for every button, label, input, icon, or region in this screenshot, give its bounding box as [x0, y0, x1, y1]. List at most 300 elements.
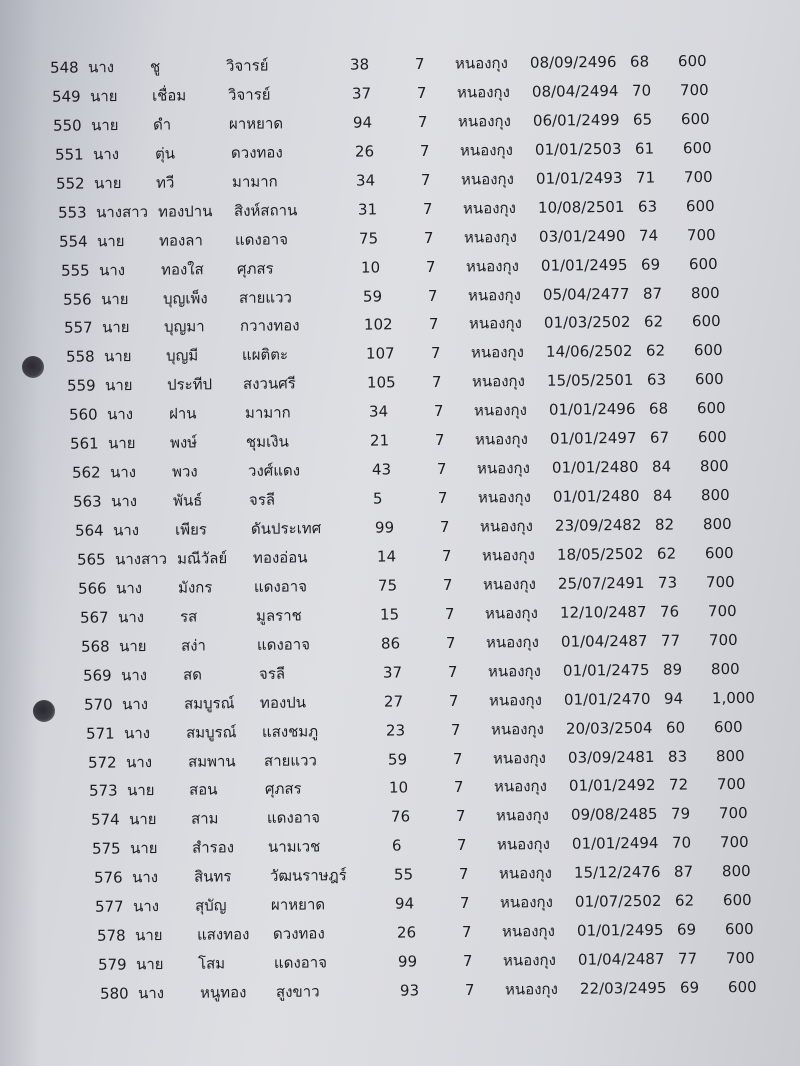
record-village: หนองกุง [477, 487, 531, 507]
record-last-name: วัฒนราษฎร์ [269, 866, 347, 885]
record-village: หนองกุง [502, 950, 556, 970]
record-number: 572 [87, 753, 117, 772]
record-title: นาง [120, 666, 148, 685]
record-number: 554 [58, 232, 88, 251]
record-amount: 600 [691, 311, 721, 331]
record-first-name: เชื่อม [151, 86, 187, 105]
record-moo: 7 [427, 286, 438, 305]
record-title: นาย [90, 116, 119, 135]
record-amount: 700 [708, 630, 738, 650]
record-amount: 700 [683, 167, 713, 187]
record-moo: 7 [464, 980, 475, 999]
record-house-number: 59 [362, 287, 383, 306]
record-title: นาง [121, 695, 149, 714]
record-moo: 7 [436, 459, 447, 478]
record-last-name: แดงอาจ [234, 230, 289, 249]
record-amount: 700 [718, 803, 748, 823]
record-number: 560 [68, 405, 98, 424]
record-age: 68 [648, 399, 669, 418]
record-last-name: มูลราช [255, 606, 302, 625]
record-last-name: ศุภสร [264, 779, 302, 798]
record-title: นางสาว [95, 202, 149, 222]
table-row [50, 48, 770, 80]
record-village: หนองกุง [456, 82, 510, 102]
record-house-number: 38 [349, 55, 370, 74]
record-house-number: 5 [372, 489, 383, 508]
record-birth-date: 23/09/2482 [554, 515, 642, 535]
record-moo: 7 [458, 864, 469, 883]
record-first-name: บุญมา [163, 317, 205, 336]
record-age: 79 [670, 804, 691, 823]
record-age: 72 [668, 775, 689, 794]
record-amount: 600 [693, 340, 723, 360]
record-house-number: 75 [358, 229, 379, 248]
record-number: 571 [85, 724, 115, 743]
table-row [92, 829, 800, 861]
record-title: นาย [100, 290, 129, 309]
record-first-name: พวง [171, 462, 198, 481]
record-moo: 7 [425, 257, 436, 276]
record-age: 74 [638, 226, 659, 245]
record-age: 63 [646, 370, 667, 389]
record-last-name: แสงชมภู [261, 722, 319, 741]
record-title: นาย [101, 318, 130, 337]
record-number: 559 [66, 376, 96, 395]
record-birth-date: 25/07/2491 [557, 573, 645, 593]
record-village: หนองกุง [459, 140, 513, 160]
record-number: 570 [83, 695, 113, 714]
punch-hole-icon [33, 700, 55, 722]
record-house-number: 14 [376, 547, 397, 566]
record-first-name: ทองลา [158, 231, 203, 250]
record-title: นาย [128, 810, 157, 829]
record-number: 568 [80, 637, 110, 656]
record-last-name: ทองอ่อน [252, 548, 308, 567]
record-number: 562 [71, 463, 101, 482]
record-moo: 7 [417, 112, 428, 131]
record-number: 564 [74, 521, 104, 540]
record-birth-date: 05/04/2477 [542, 284, 630, 304]
record-moo: 7 [428, 314, 439, 333]
record-age: 67 [649, 428, 670, 447]
record-moo: 7 [437, 488, 448, 507]
record-age: 65 [632, 110, 653, 129]
record-moo: 7 [431, 372, 442, 391]
record-first-name: รส [179, 607, 198, 626]
record-first-name: สุบัญ [194, 896, 227, 915]
record-age: 63 [637, 197, 658, 216]
record-amount: 600 [713, 717, 743, 737]
record-house-number: 34 [368, 402, 389, 421]
record-number: 553 [57, 203, 87, 222]
record-age: 83 [667, 747, 688, 766]
record-age: 62 [674, 891, 695, 910]
table-row [61, 251, 781, 283]
record-first-name: สำรอง [191, 838, 235, 857]
record-house-number: 55 [393, 865, 414, 884]
record-village: หนองกุง [462, 198, 516, 218]
record-birth-date: 03/01/2490 [538, 226, 626, 246]
record-age: 84 [652, 486, 673, 505]
record-birth-date: 01/01/2495 [576, 920, 664, 940]
record-house-number: 86 [380, 634, 401, 653]
record-village: หนองกุง [492, 748, 546, 768]
record-first-name: บุญเพ็ง [162, 289, 208, 308]
record-first-name: สาม [190, 809, 219, 828]
record-village: หนองกุง [498, 863, 552, 883]
record-title: นาง [106, 405, 134, 424]
record-moo: 7 [434, 430, 445, 449]
record-last-name: ศุภสร [236, 259, 274, 278]
table-row [55, 135, 775, 167]
record-last-name: สูงขาว [275, 982, 320, 1001]
record-last-name: ดันประเทศ [250, 519, 322, 538]
table-row [89, 771, 800, 803]
record-age: 94 [663, 689, 684, 708]
record-village: หนองกุง [496, 834, 550, 854]
record-moo: 7 [462, 951, 473, 970]
record-village: หนองกุง [504, 979, 558, 999]
record-first-name: ตุ่น [154, 144, 176, 163]
record-moo: 7 [430, 343, 441, 362]
record-house-number: 37 [382, 663, 403, 682]
table-row [81, 627, 800, 659]
record-village: หนองกุง [463, 227, 517, 247]
record-house-number: 105 [366, 373, 396, 392]
record-birth-date: 01/07/2502 [574, 891, 662, 911]
record-last-name: ชุมเงิน [245, 432, 289, 451]
record-amount: 700 [707, 601, 737, 621]
record-birth-date: 01/01/2494 [571, 833, 659, 853]
record-title: นาง [125, 753, 153, 772]
record-house-number: 10 [360, 258, 381, 277]
record-title: นาย [126, 781, 155, 800]
record-last-name: แดงอาจ [256, 635, 311, 654]
record-birth-date: 14/06/2502 [545, 341, 633, 361]
record-title: นาง [87, 58, 115, 77]
record-last-name: ดวงทอง [272, 924, 325, 943]
record-village: หนองกุง [465, 256, 519, 276]
record-moo: 7 [423, 228, 434, 247]
page-crease-shadow [0, 0, 40, 1066]
record-last-name: นามเวช [267, 837, 321, 856]
record-birth-date: 01/01/2493 [535, 168, 623, 188]
record-title: นาง [92, 145, 120, 164]
record-amount: 700 [716, 774, 746, 794]
record-age: 77 [677, 949, 698, 968]
table-row [58, 193, 778, 225]
record-number: 565 [76, 550, 106, 569]
record-first-name: ฝาน [168, 404, 197, 423]
table-row [66, 337, 786, 369]
record-amount: 600 [722, 890, 752, 910]
record-moo: 7 [461, 922, 472, 941]
record-amount: 700 [705, 572, 735, 592]
record-age: 60 [665, 718, 686, 737]
record-title: นาย [103, 347, 132, 366]
record-village: หนองกุง [457, 111, 511, 131]
record-moo: 7 [441, 546, 452, 565]
record-age: 70 [671, 833, 692, 852]
record-moo: 7 [439, 517, 450, 536]
record-house-number: 26 [396, 923, 417, 942]
record-moo: 7 [414, 54, 425, 73]
record-age: 69 [679, 978, 700, 997]
record-first-name: สมพาน [187, 752, 236, 771]
record-village: หนองกุง [471, 371, 525, 391]
table-row [56, 164, 776, 196]
record-village: หนองกุง [473, 400, 527, 420]
record-birth-date: 22/03/2495 [579, 978, 667, 998]
record-village: หนองกุง [501, 921, 555, 941]
record-last-name: มามาก [231, 172, 278, 191]
record-number: 556 [62, 290, 92, 309]
record-house-number: 102 [363, 315, 393, 334]
record-village: หนองกุง [468, 313, 522, 333]
record-birth-date: 01/04/2487 [577, 949, 665, 969]
record-amount: 800 [702, 514, 732, 534]
record-amount: 600 [680, 109, 710, 129]
record-last-name: ผาหยาด [228, 114, 284, 133]
record-birth-date: 01/01/2480 [552, 486, 640, 506]
record-last-name: ทองปน [259, 693, 307, 712]
record-house-number: 21 [369, 431, 390, 450]
table-row [100, 974, 800, 1006]
record-number: 567 [79, 608, 109, 627]
record-amount: 800 [690, 283, 720, 303]
record-first-name: โสม [197, 954, 226, 973]
record-title: นาง [98, 261, 126, 280]
record-amount: 800 [700, 485, 730, 505]
table-row [80, 598, 800, 630]
table-row [67, 366, 787, 398]
record-amount: 600 [696, 398, 726, 418]
record-age: 62 [656, 544, 677, 563]
table-row [73, 482, 793, 514]
record-moo: 7 [433, 401, 444, 420]
record-birth-date: 08/09/2496 [529, 52, 617, 72]
record-title: นาง [137, 984, 165, 1003]
record-birth-date: 15/12/2476 [573, 862, 661, 882]
record-village: หนองกุง [470, 342, 524, 362]
record-title: นาย [134, 926, 163, 945]
record-amount: 700 [719, 832, 749, 852]
table-row [84, 685, 800, 717]
record-house-number: 93 [399, 981, 420, 1000]
record-age: 87 [673, 862, 694, 881]
record-age: 82 [654, 515, 675, 534]
record-age: 77 [660, 631, 681, 650]
record-amount: 800 [699, 456, 729, 476]
record-last-name: สายแวว [263, 751, 317, 770]
record-birth-date: 01/01/2495 [540, 255, 628, 275]
record-birth-date: 10/08/2501 [537, 197, 625, 217]
table-row [52, 77, 772, 109]
record-village: หนองกุง [460, 169, 514, 189]
record-house-number: 99 [397, 952, 418, 971]
record-village: หนองกุง [474, 429, 528, 449]
record-number: 558 [65, 347, 95, 366]
record-title: นาง [115, 579, 143, 598]
record-last-name: จรลี [258, 664, 286, 683]
record-birth-date: 01/01/2496 [548, 399, 636, 419]
record-house-number: 76 [390, 807, 411, 826]
record-amount: 800 [715, 746, 745, 766]
record-number: 549 [51, 87, 81, 106]
record-title: นาย [93, 174, 122, 193]
record-first-name: พงษ์ [169, 433, 198, 452]
record-moo: 7 [456, 835, 467, 854]
table-row [83, 656, 800, 688]
record-first-name: พันธ์ [172, 491, 203, 510]
record-birth-date: 01/04/2487 [560, 631, 648, 651]
record-village: หนองกุง [485, 632, 539, 652]
table-row [94, 858, 800, 890]
record-amount: 600 [677, 51, 707, 71]
record-first-name: ทองใส [160, 260, 204, 279]
record-moo: 7 [444, 604, 455, 623]
record-village: หนองกุง [495, 805, 549, 825]
record-first-name: มังกร [177, 578, 213, 597]
record-title: นาง [110, 492, 138, 511]
record-village: หนองกุง [467, 285, 521, 305]
record-amount: 600 [727, 977, 757, 997]
record-birth-date: 12/10/2487 [559, 602, 647, 622]
record-birth-date: 01/01/2480 [551, 457, 639, 477]
table-row [64, 308, 784, 340]
record-house-number: 15 [379, 605, 400, 624]
record-number: 574 [90, 810, 120, 829]
record-moo: 7 [447, 662, 458, 681]
record-birth-date: 01/01/2492 [568, 775, 656, 795]
record-number: 576 [93, 868, 123, 887]
record-moo: 7 [416, 83, 427, 102]
table-row [97, 916, 800, 948]
record-number: 555 [60, 261, 90, 280]
record-last-name: วิจารย์ [227, 85, 271, 104]
record-amount: 700 [725, 948, 755, 968]
record-number: 580 [99, 984, 129, 1003]
record-house-number: 6 [391, 836, 402, 855]
table-row [63, 280, 783, 312]
record-age: 84 [651, 457, 672, 476]
record-village: หนองกุง [490, 719, 544, 739]
record-number: 566 [77, 579, 107, 598]
record-village: หนองกุง [479, 516, 533, 536]
record-house-number: 75 [377, 576, 398, 595]
table-row [91, 800, 800, 832]
record-birth-date: 01/03/2502 [543, 312, 631, 332]
record-title: นาง [117, 608, 145, 627]
record-village: หนองกุง [481, 545, 535, 565]
record-number: 551 [54, 145, 84, 164]
record-moo: 7 [442, 575, 453, 594]
table-row [59, 222, 779, 254]
record-house-number: 10 [388, 778, 409, 797]
record-number: 552 [55, 174, 85, 193]
table-row [86, 714, 800, 746]
record-amount: 600 [694, 369, 724, 389]
record-amount: 800 [721, 861, 751, 881]
record-birth-date: 03/09/2481 [567, 747, 655, 767]
record-first-name: สมบูรณ์ [185, 723, 237, 742]
record-moo: 7 [422, 199, 433, 218]
record-first-name: เพียร [174, 520, 207, 539]
record-age: 69 [640, 255, 661, 274]
record-number: 557 [63, 318, 93, 337]
record-title: นาย [107, 434, 136, 453]
record-last-name: วงศ์แดง [247, 461, 301, 480]
table-row [53, 106, 773, 138]
record-amount: 600 [685, 196, 715, 216]
record-amount: 600 [724, 919, 754, 939]
table-row [95, 887, 800, 919]
record-last-name: จรลี [248, 490, 276, 509]
record-title: นางสาว [114, 549, 168, 569]
record-house-number: 37 [351, 84, 372, 103]
record-birth-date: 08/04/2494 [531, 81, 619, 101]
record-moo: 7 [448, 691, 459, 710]
record-amount: 800 [710, 659, 740, 679]
record-title: นาย [96, 232, 125, 251]
record-last-name: แดงอาจ [266, 808, 321, 827]
record-last-name: วิจารย์ [225, 56, 269, 75]
record-house-number: 31 [357, 200, 378, 219]
record-village: หนองกุง [499, 892, 553, 912]
record-amount: 600 [688, 254, 718, 274]
record-house-number: 94 [352, 113, 373, 132]
record-first-name: หนูทอง [199, 983, 247, 1002]
record-age: 62 [643, 312, 664, 331]
record-number: 573 [88, 781, 118, 800]
record-age: 70 [631, 81, 652, 100]
record-number: 579 [97, 955, 127, 974]
record-age: 69 [676, 920, 697, 939]
record-title: นาง [131, 868, 159, 887]
record-amount: 600 [704, 543, 734, 563]
record-birth-date: 18/05/2502 [556, 544, 644, 564]
record-birth-date: 15/05/2501 [546, 370, 634, 390]
record-last-name: ดวงทอง [230, 143, 283, 162]
record-last-name: สิงห์สถาน [233, 201, 298, 220]
record-title: นาง [109, 463, 137, 482]
record-birth-date: 09/08/2485 [570, 804, 658, 824]
record-house-number: 94 [394, 894, 415, 913]
record-last-name: แดงอาจ [253, 577, 308, 596]
record-age: 71 [635, 168, 656, 187]
record-first-name: สินทร [193, 867, 232, 886]
table-row [78, 569, 798, 601]
record-house-number: 99 [374, 518, 395, 537]
record-birth-date: 06/01/2499 [532, 110, 620, 130]
record-title: นาย [104, 376, 133, 395]
record-first-name: ชู [149, 57, 161, 76]
punch-hole-icon [22, 356, 44, 378]
record-age: 61 [634, 139, 655, 158]
record-amount: 1,000 [711, 688, 756, 708]
record-first-name: ทองปาน [157, 202, 213, 221]
record-house-number: 59 [387, 750, 408, 769]
table-row [75, 511, 795, 543]
record-last-name: กวางทอง [239, 316, 300, 335]
record-moo: 7 [452, 749, 463, 768]
record-moo: 7 [445, 633, 456, 652]
record-house-number: 107 [365, 344, 395, 363]
record-village: หนองกุง [487, 661, 541, 681]
record-amount: 600 [682, 138, 712, 158]
record-birth-date: 20/03/2504 [565, 718, 653, 738]
record-number: 578 [96, 926, 126, 945]
